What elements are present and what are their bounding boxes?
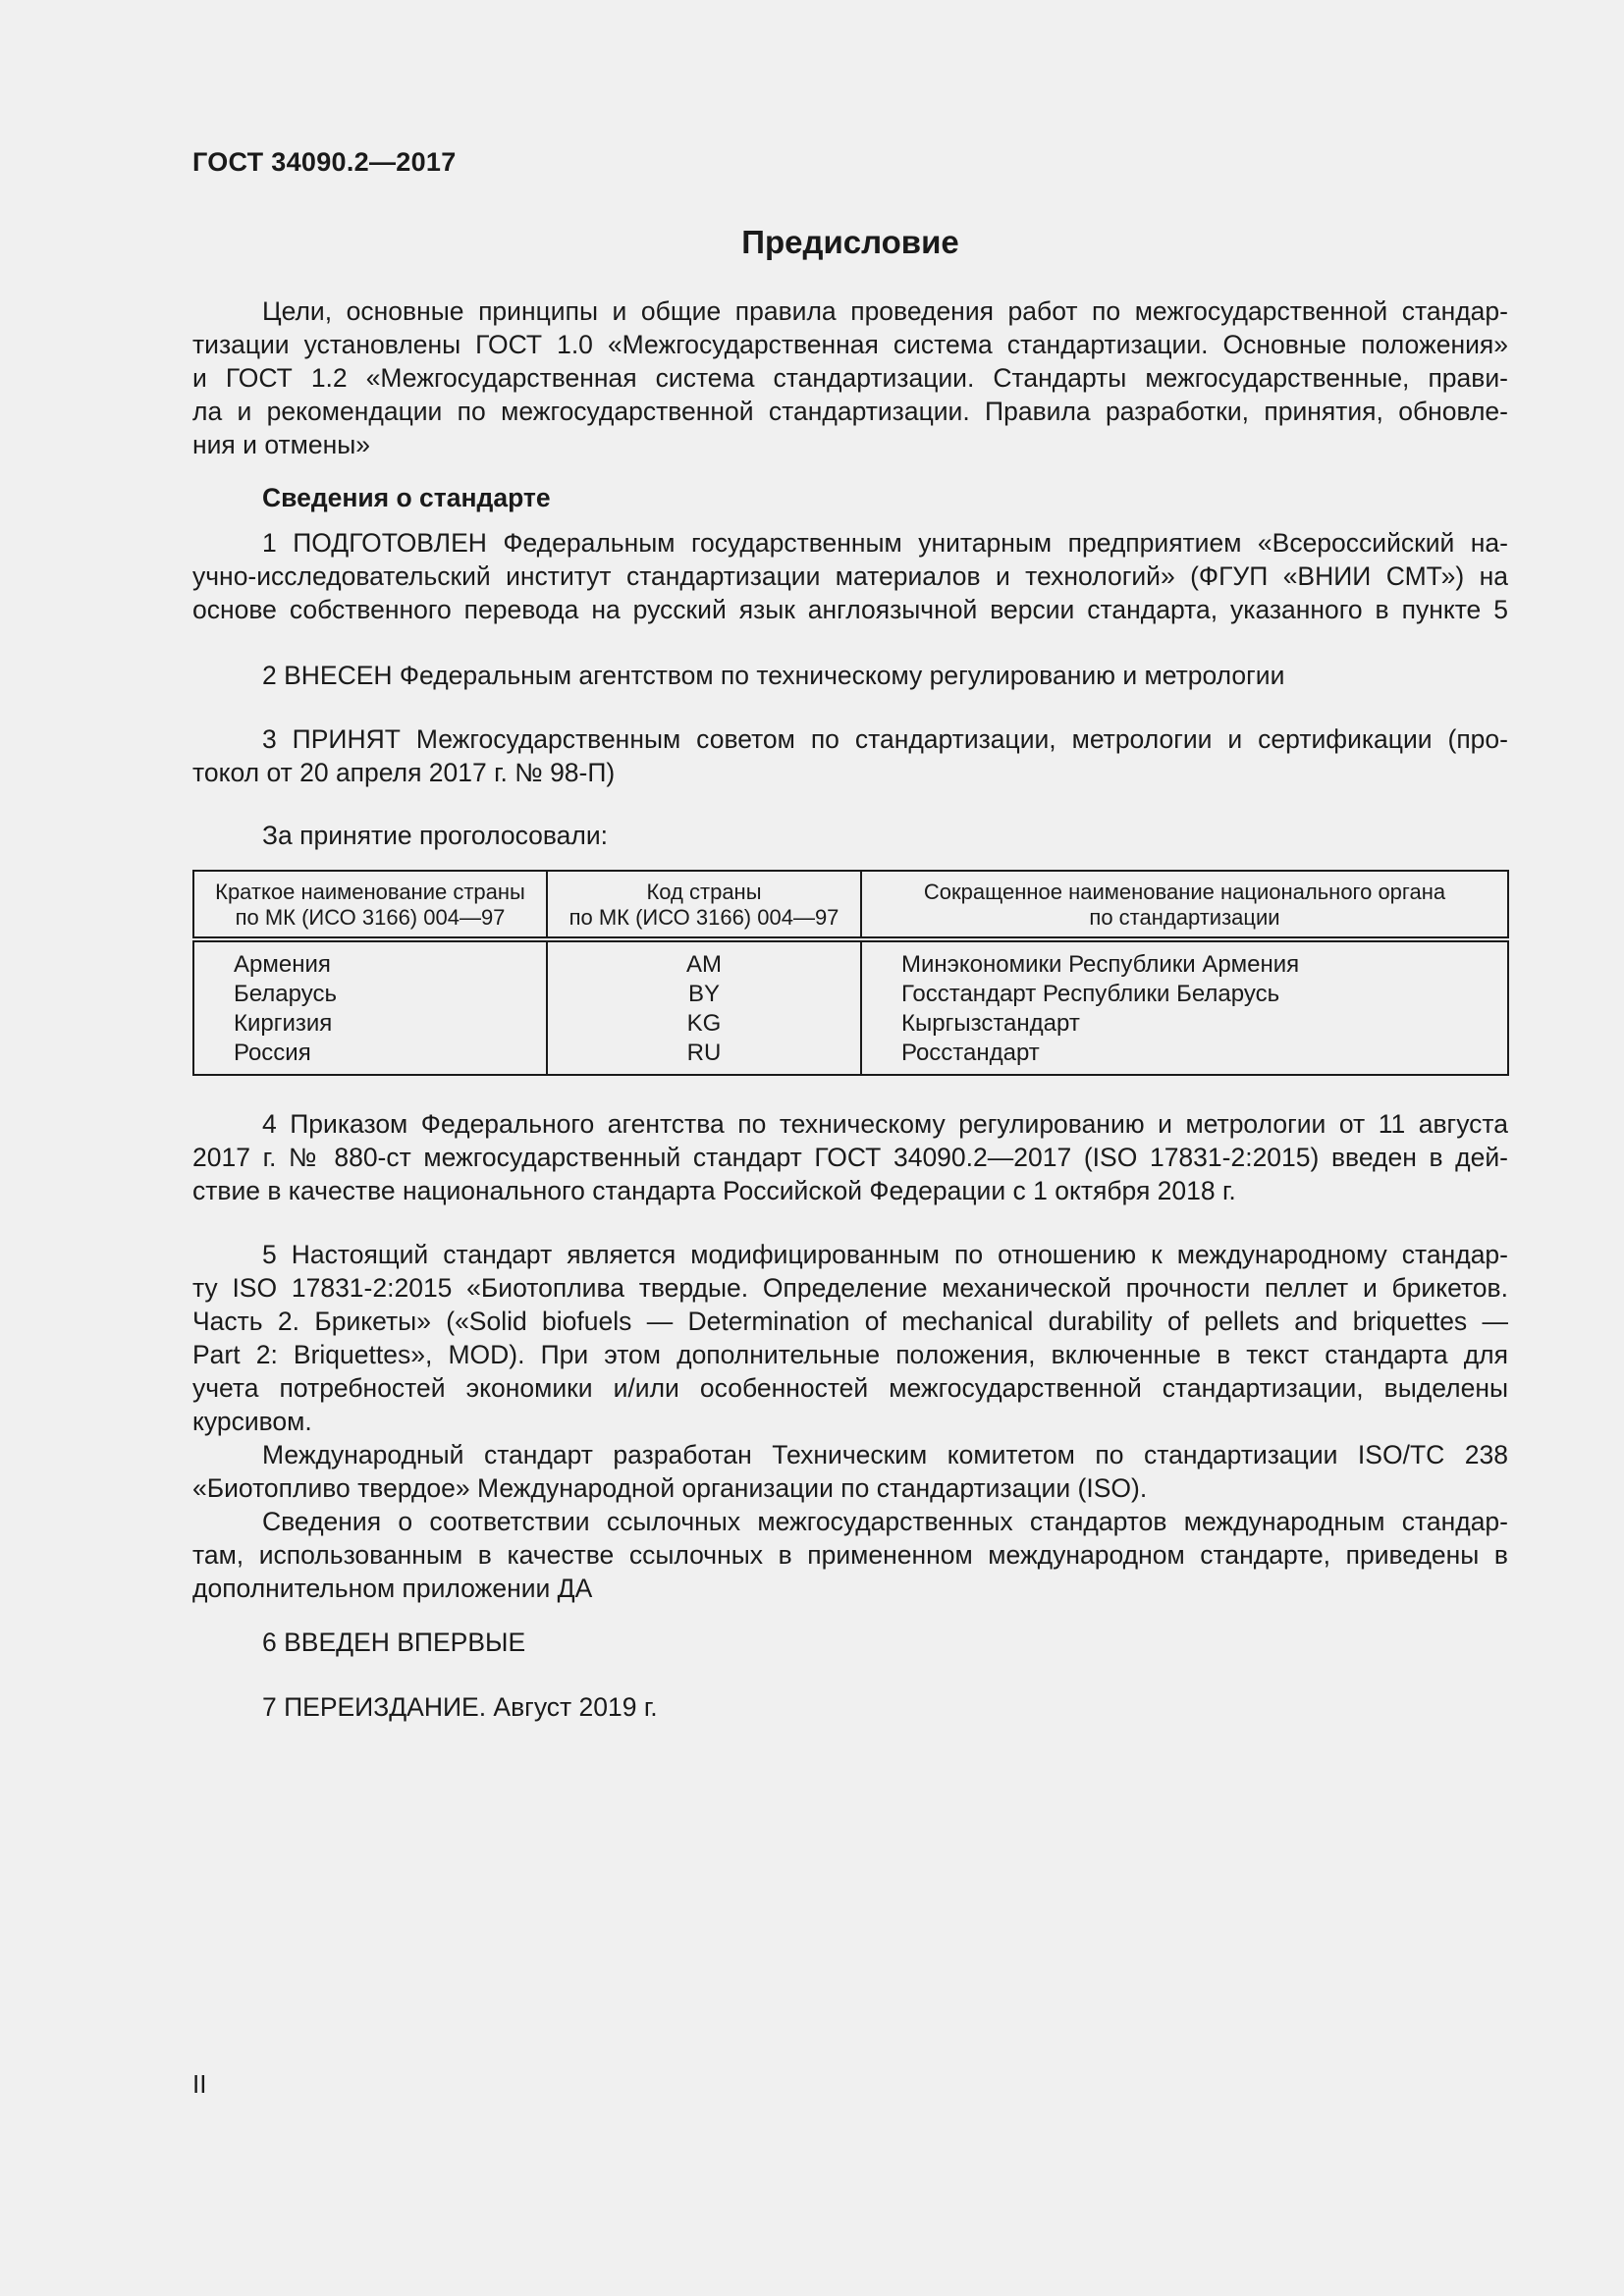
item-7-line: 7 ПЕРЕИЗДАНИЕ. Август 2019 г.: [262, 1692, 658, 1722]
cell-country: Армения: [193, 939, 547, 980]
item-5-line: Часть 2. Брикеты» («Solid biofuels — Determination of mechanical durability of pellets and briquettes —: [192, 1307, 1508, 1336]
table-header-row: [193, 871, 1508, 939]
item-5b-line: Международный стандарт разработан Техническим комитетом по стандартизации ISO/TC 238: [262, 1440, 1508, 1469]
info-heading: [192, 481, 1508, 514]
header-line: Код страны: [646, 880, 762, 904]
intro-line: ла и рекомендации по межгосударственной стандартизации. Правила разработки, принятия, обновле-: [192, 397, 1508, 426]
cell-code: BY: [547, 980, 861, 1009]
page-number: II: [192, 2069, 207, 2099]
table-row: [193, 1039, 1508, 1075]
intro-line: Цели, основные принципы и общие правила проведения работ по межгосударственной стандар-: [262, 296, 1508, 326]
header-line: Краткое наименование страны: [215, 880, 525, 904]
item-1-line: основе собственного перевода на русский язык англоязычной версии стандарта, указанного в пункте 5: [192, 595, 1508, 624]
item-6-line: 6 ВВЕДЕН ВПЕРВЫЕ: [262, 1628, 526, 1657]
table-row: [193, 1009, 1508, 1039]
table-header-body: [861, 871, 1508, 939]
item-5-line: курсивом.: [192, 1407, 312, 1436]
item-5-line: ту ISO 17831-2:2015 «Биотоплива твердые. Определение механической прочности пеллет и брикетов.: [192, 1273, 1508, 1303]
vote-intro-text: За принятие проголосовали:: [262, 821, 609, 850]
item-3-line: токол от 20 апреля 2017 г. № 98-П): [192, 758, 616, 787]
intro-line: и ГОСТ 1.2 «Межгосударственная система стандартизации. Стандарты межгосударственные, прави-: [192, 363, 1508, 393]
cell-body: Госстандарт Республики Беларусь: [861, 980, 1508, 1009]
cell-code: RU: [547, 1039, 861, 1075]
header-line: Сокращенное наименование национального органа: [923, 880, 1446, 904]
item-3-paragraph: [192, 722, 1508, 789]
intro-paragraph: [192, 294, 1508, 461]
item-5c-line: Сведения о соответствии ссылочных межгосударственных стандартов международным стандар-: [262, 1507, 1508, 1536]
cell-country: Беларусь: [193, 980, 547, 1009]
item-3-line: 3 ПРИНЯТ Межгосударственным советом по стандартизации, метрологии и сертификации (про-: [262, 724, 1508, 754]
table-header-country: [193, 871, 547, 939]
header-line: по МК (ИСО 3166) 004—97: [235, 905, 506, 930]
document-code-header: ГОСТ 34090.2—2017: [192, 147, 457, 177]
item-2-paragraph: [192, 659, 1508, 692]
item-5b-line: «Биотопливо твердое» Международной организации по стандартизации (ISO).: [192, 1473, 1148, 1503]
item-2-line: 2 ВНЕСЕН Федеральным агентством по техническому регулированию и метрологии: [262, 661, 1285, 690]
info-heading-text: Сведения о стандарте: [262, 483, 551, 512]
cell-body: Кыргызстандарт: [861, 1009, 1508, 1039]
cell-code: AM: [547, 939, 861, 980]
item-5-line: 5 Настоящий стандарт является модифицированным по отношению к международному стандар-: [262, 1240, 1508, 1269]
item-4-line: 4 Приказом Федерального агентства по техническому регулированию и метрологии от 11 августа: [262, 1109, 1508, 1139]
item-5c-line: там, использованным в качестве ссылочных в примененном международном стандарте, приведены в: [192, 1540, 1508, 1570]
item-7-paragraph: [192, 1690, 1508, 1724]
header-line: по стандартизации: [1089, 905, 1280, 930]
table-header-code: [547, 871, 861, 939]
cell-body: Минэкономики Республики Армения: [861, 939, 1508, 980]
cell-body: Росстандарт: [861, 1039, 1508, 1075]
voting-table: [192, 870, 1509, 1076]
page-title: Предисловие: [741, 224, 959, 260]
cell-country: Киргизия: [193, 1009, 547, 1039]
header-line: по МК (ИСО 3166) 004—97: [568, 905, 839, 930]
item-1-line: учно-исследовательский институт стандартизации материалов и технологий» (ФГУП «ВНИИ СМТ») на: [192, 561, 1508, 591]
item-4-line: ствие в качестве национального стандарта Российской Федерации с 1 октября 2018 г.: [192, 1176, 1236, 1205]
cell-country: Россия: [193, 1039, 547, 1075]
item-4-line: 2017 г. № 880-ст межгосударственный стандарт ГОСТ 34090.2—2017 (ISO 17831-2:2015) введен в дей-: [192, 1143, 1508, 1172]
item-5c-line: дополнительном приложении ДА: [192, 1574, 593, 1603]
item-5-line: учета потребностей экономики и/или особенностей межгосударственной стандартизации, выделены: [192, 1373, 1508, 1403]
item-1-line: 1 ПОДГОТОВЛЕН Федеральным государственным унитарным предприятием «Всероссийский на-: [262, 528, 1508, 558]
item-1-paragraph: [192, 526, 1508, 626]
intro-line: ния и отмены»: [192, 430, 370, 459]
item-4-paragraph: [192, 1107, 1508, 1207]
item-5-line: Part 2: Briquettes», MOD). При этом дополнительные положения, включенные в текст стандарта для: [192, 1340, 1508, 1369]
item-5-paragraph: [192, 1238, 1508, 1605]
intro-line: тизации установлены ГОСТ 1.0 «Межгосударственная система стандартизации. Основные положения»: [192, 330, 1508, 359]
cell-code: KG: [547, 1009, 861, 1039]
table-row: [193, 939, 1508, 980]
vote-intro: [192, 819, 1508, 852]
table-row: [193, 980, 1508, 1009]
item-6-paragraph: [192, 1626, 1508, 1659]
